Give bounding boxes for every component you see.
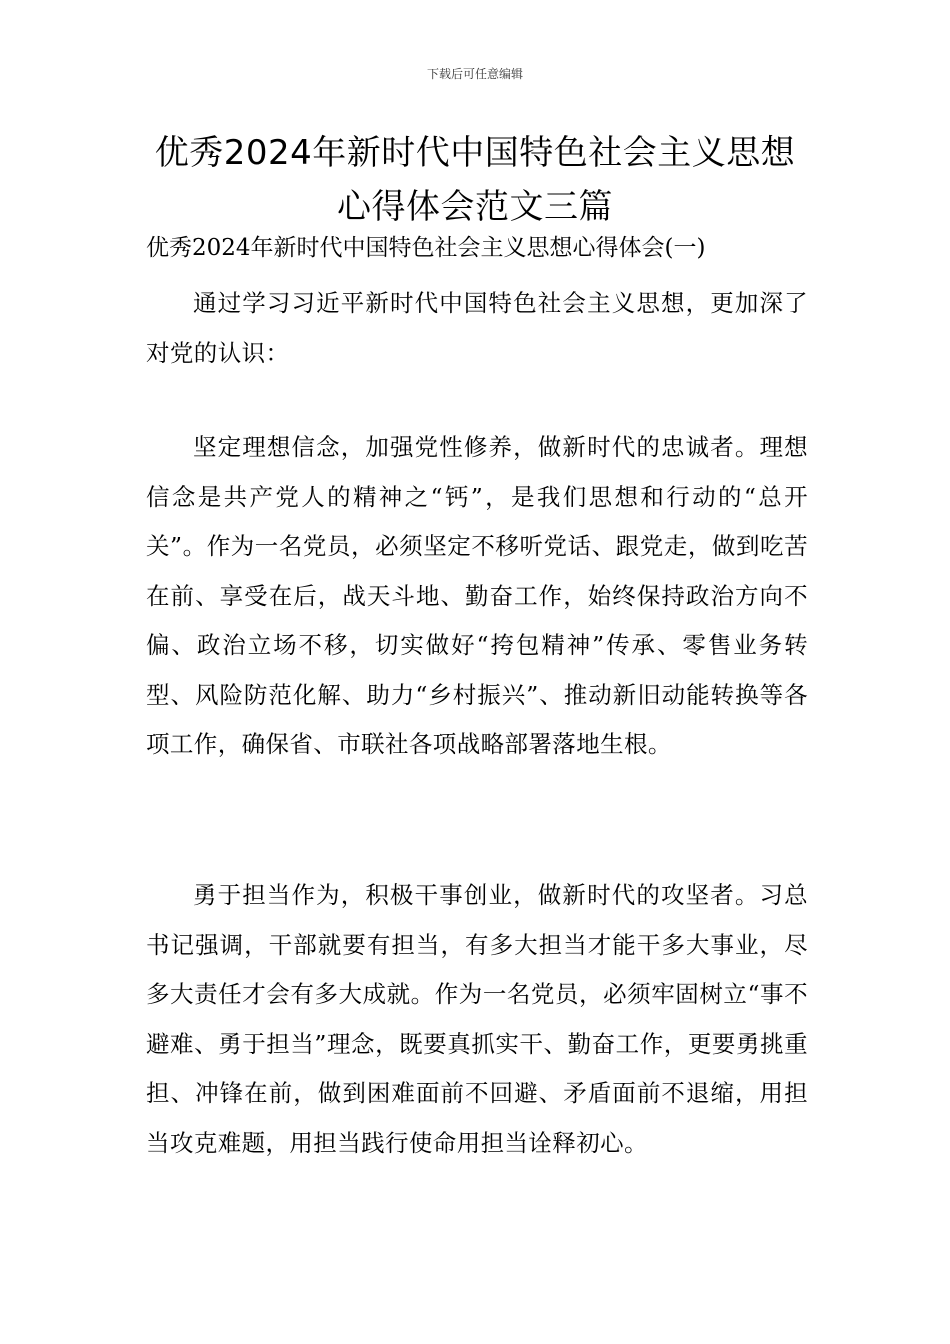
header-note: 下载后可任意编辑 [426, 67, 523, 81]
section-heading: 优秀2024年新时代中国特色社会主义思想心得体会(一) [146, 235, 706, 261]
paragraph-block [146, 279, 808, 378]
paragraph-responsibility: 勇于担当作为，积极干事创业，做新时代的攻坚者。习总书记强调，干部就要有担当，有多大担当才能干多大事业，尽多大责任才会有多大成就。作为一名党员，必须牢固树立“事不避难、勇于担当”理念，既要真抓实干、勤奋工作，更要勇挑重担、冲锋在前，做到困难面前不回避、矛盾面前不退缩，用担当攻克难题，用担当践行使命用担当诠释初心。 [146, 881, 808, 1157]
title-line-1: 优秀2024年新时代中国特色社会主义思想 [154, 133, 796, 173]
paragraph-block [146, 871, 808, 1168]
paragraph-block [146, 423, 808, 770]
title-line-2: 心得体会范文三篇 [337, 187, 613, 227]
document-title [100, 126, 850, 234]
paragraph-ideals: 坚定理想信念，加强党性修养，做新时代的忠诚者。理想信念是共产党人的精神之“钙”，是我们思想和行动的“总开关”。作为一名党员，必须坚定不移听党话、跟党走，做到吃苦在前、享受在后，战天斗地、勤奋工作，始终保持政治方向不偏、政治立场不移，切实做好“挎包精神”传承、零售业务转型、风险防范化解、助力“乡村振兴”、推动新旧动能转换等各项工作，确保省、市联社各项战略部署落地生根。 [146, 433, 808, 758]
paragraph-intro: 通过学习习近平新时代中国特色社会主义思想，更加深了对党的认识： [146, 289, 808, 367]
